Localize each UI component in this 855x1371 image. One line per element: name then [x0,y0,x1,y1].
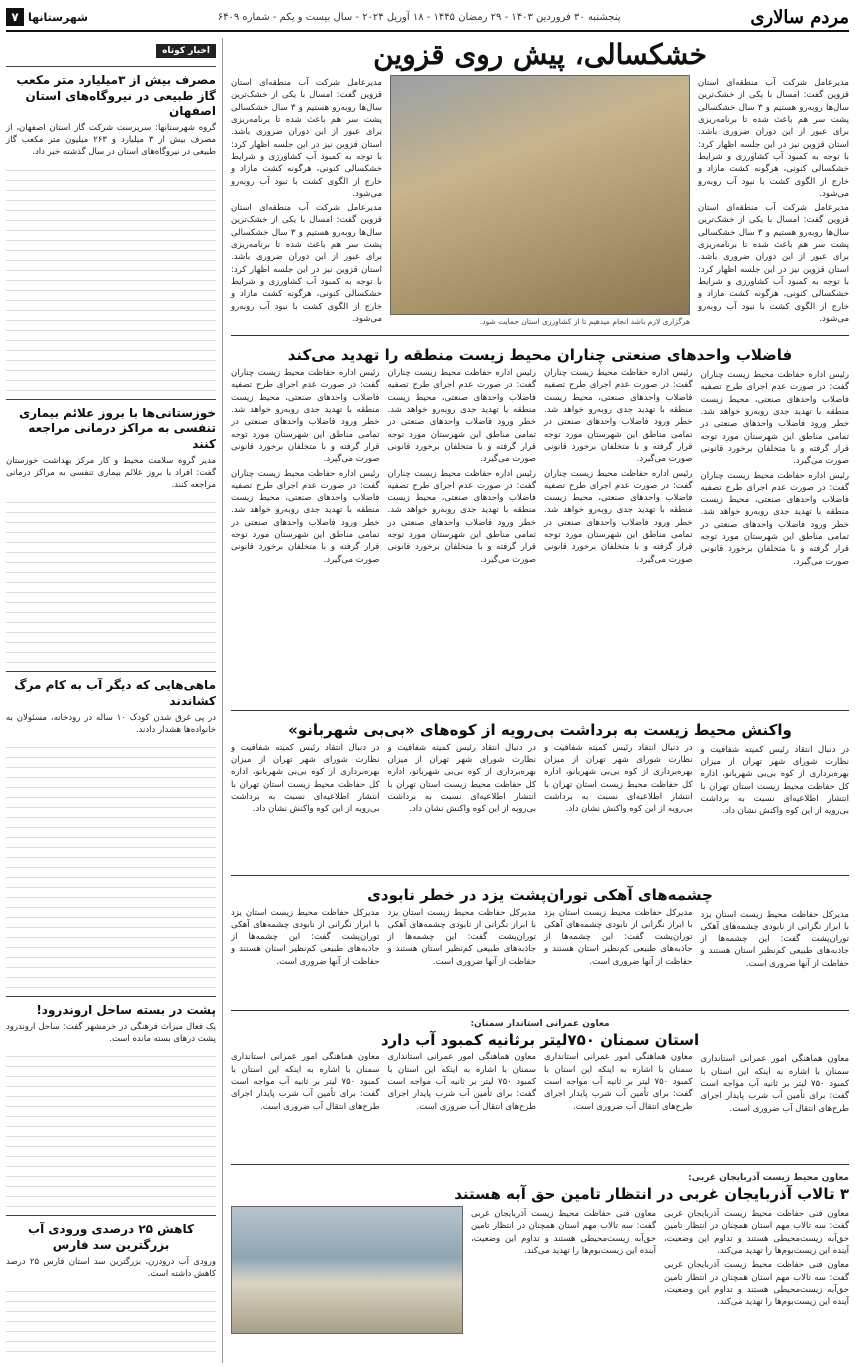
lead-story [231,38,849,327]
yazd-springs-body-2: مدیرکل حفاظت محیط زیست استان یزد با ابراز نگرانی از نابودی چشمه‌های آهکی توران‌پشت گفت: این چشمه‌ها از جاذبه‌های طبیعی کم‌نظیر استان هستند و حفاظت از آنها ضروری است. [544,907,693,967]
divider [231,875,849,876]
story-azarbaijan-wetlands [231,1173,849,1336]
yazd-springs-body-3: مدیرکل حفاظت محیط زیست استان یزد با ابراز نگرانی از نابودی چشمه‌های آهکی توران‌پشت گفت: این چشمه‌ها از جاذبه‌های طبیعی کم‌نظیر استان هستند و حفاظت از آنها ضروری است. [387,907,536,967]
page-columns [6,38,849,1363]
divider [231,1010,849,1011]
sidebar-story-title: مصرف بیش از ۳میلیارد متر مکعب گاز طبیعی در نیروگاه‌های استان اصفهان [16,73,216,119]
story-bibi-shahrbanu [231,719,849,867]
semnan-body: معاون هماهنگی امور عمرانی استانداری سمنان با اشاره به اینکه این استان با کمبود ۷۵۰ لیتر بر ثانیه آب مواجه است گفت: برای تأمین آب شرب پایدار اجرای طرح‌های انتقال آب ضروری است. [700,1054,849,1114]
divider [231,335,849,336]
wetlands-headline: ۳ تالاب آذربایجان غربی در انتظار تامین حق آبه هستند [454,1185,849,1204]
story-chenaran [231,344,849,702]
lead-photo-caption: هرگزاری لازم باشد انجام میدهیم تا از کشاورزی استان حمایت شود. [479,317,690,326]
sidebar-story [6,1215,216,1352]
section-name: شهرستانها [28,10,88,24]
chenaran-body-4: رئیس اداره حفاظت محیط زیست چناران گفت: در صورت عدم اجرای طرح تصفیه فاضلاب واحدهای صنعتی، محیط زیست منطقه با تهدید جدی روبه‌رو خواهد شد. خطر ورود فاضلاب واحدهای صنعتی در تمامی مناطق این شهرستان مورد توجه قرار گرفته و با متخلفان برخورد قانونی صورت می‌گیرد. [544,468,693,565]
sidebar-story [6,399,216,664]
sidebar-story-lead: مدیر گروه سلامت محیط و کار مرکز بهداشت خوزستان گفت: افراد با بروز علائم بیماری تنفسی به مراکز درمانی مراجعه کنند. [6,455,216,491]
yazd-springs-body: مدیرکل حفاظت محیط زیست استان یزد با ابراز نگرانی از نابودی چشمه‌های آهکی توران‌پشت گفت: این چشمه‌ها از جاذبه‌های طبیعی کم‌نظیر استان هستند و حفاظت از آنها ضروری است. [700,909,849,969]
yazd-springs-body-4: مدیرکل حفاظت محیط زیست استان یزد با ابراز نگرانی از نابودی چشمه‌های آهکی توران‌پشت گفت: این چشمه‌ها از جاذبه‌های طبیعی کم‌نظیر استان هستند و حفاظت از آنها ضروری است. [231,907,380,967]
sidebar [6,38,223,1363]
chenaran-body: رئیس اداره حفاظت محیط زیست چناران گفت: در صورت عدم اجرای طرح تصفیه فاضلاب واحدهای صنعتی، محیط زیست منطقه با تهدید جدی روبه‌رو خواهد شد. خطر ورود فاضلاب واحدهای صنعتی در تمامی مناطق این شهرستان مورد توجه قرار گرفته و با متخلفان برخورد قانونی صورت می‌گیرد. [700,370,849,467]
bibi-shahrbanu-headline: واکنش محیط زیست به برداشت بی‌رویه از کوه‌های «بی‌بی شهربانو» [288,721,792,739]
lead-body: مدیرعامل شرکت آب منطقه‌ای استان قزوین گفت: امسال با یکی از خشک‌ترین سال‌ها روبه‌رو هستیم و ۳ سال خشکسالی پشت سر هم باعث شده تا برنامه‌ریزی برای عبور از این دوران ضروری باشد. استان قزوین نیز در این جلسه اظهار کرد: با توجه به کمبود آب کشاورزی و شرایط خشکسالی کنونی، هرگونه کشت مازاد و خارج از الگوی کشت با نبود آب روبه‌رو می‌شود. [698,78,849,199]
wetlands-body-2: معاون فنی حفاظت محیط زیست آذربایجان غربی گفت: سه تالاب مهم استان همچنان در انتظار تامین حق‌آبه زیست‌محیطی هستند و تداوم این وضعیت، آینده این زیست‌بوم‌ها را تهدید می‌کند. [664,1260,849,1308]
issue-line: پنجشنبه ۳۰ فروردین ۱۴۰۳ - ۲۹ رمضان ۱۴۴۵ - ۱۸ آوریل ۲۰۲۴ - سال بیست و یکم - شماره ۶۴۰۹ [217,11,621,23]
drought-photo [390,75,690,315]
sidebar-story-title: خوزستانی‌ها با بروز علائم بیماری تنفسی به مراکز درمانی مراجعه کنند [19,405,216,451]
lead-body-left: مدیرعامل شرکت آب منطقه‌ای استان قزوین گفت: امسال با یکی از خشک‌ترین سال‌ها روبه‌رو هستیم و ۳ سال خشکسالی پشت سر هم باعث شده تا برنامه‌ریزی برای عبور از این دوران ضروری باشد. استان قزوین نیز در این جلسه اظهار کرد: با توجه به کمبود آب کشاورزی و شرایط خشکسالی کنونی، هرگونه کشت مازاد و خارج از الگوی کشت با نبود آب روبه‌رو می‌شود. [231,78,382,199]
wetland-photo [231,1206,463,1334]
chenaran-body-8: رئیس اداره حفاظت محیط زیست چناران گفت: در صورت عدم اجرای طرح تصفیه فاضلاب واحدهای صنعتی، محیط زیست منطقه با تهدید جدی روبه‌رو خواهد شد. خطر ورود فاضلاب واحدهای صنعتی در تمامی مناطق این شهرستان مورد توجه قرار گرفته و با متخلفان برخورد قانونی صورت می‌گیرد. [231,468,380,565]
semnan-body-3: معاون هماهنگی امور عمرانی استانداری سمنان با اشاره به اینکه این استان با کمبود ۷۵۰ لیتر بر ثانیه آب مواجه است گفت: برای تأمین آب شرب پایدار اجرای طرح‌های انتقال آب ضروری است. [387,1052,537,1112]
wetlands-body: معاون فنی حفاظت محیط زیست آذربایجان غربی گفت: سه تالاب مهم استان همچنان در انتظار تامین حق‌آبه زیست‌محیطی هستند و تداوم این وضعیت، آینده این زیست‌بوم‌ها را تهدید می‌کند. [664,1209,849,1256]
sidebar-story-title: کاهش ۲۵ درصدی ورودی آب بزرگترین سد فارس [28,1222,194,1253]
semnan-body-4: معاون هماهنگی امور عمرانی استانداری سمنان با اشاره به اینکه این استان با کمبود ۷۵۰ لیتر بر ثانیه آب مواجه است گفت: برای تأمین آب شرب پایدار اجرای طرح‌های انتقال آب ضروری است. [231,1052,380,1112]
chenaran-body-5: رئیس اداره حفاظت محیط زیست چناران گفت: در صورت عدم اجرای طرح تصفیه فاضلاب واحدهای صنعتی، محیط زیست منطقه با تهدید جدی روبه‌رو خواهد شد. خطر ورود فاضلاب واحدهای صنعتی در تمامی مناطق این شهرستان مورد توجه قرار گرفته و با متخلفان برخورد قانونی صورت می‌گیرد. [387,368,536,465]
sidebar-story-lead: گروه شهرستانها: سرپرست شرکت گاز استان اصفهان، از مصرف بیش از ۳ میلیارد و ۲۶۳ میلیون متر مکعب گاز طبیعی در نیروگاه‌های استان در سال گذشته خبر داد. [6,122,217,158]
chenaran-body-2: رئیس اداره حفاظت محیط زیست چناران گفت: در صورت عدم اجرای طرح تصفیه فاضلاب واحدهای صنعتی، محیط زیست منطقه با تهدید جدی روبه‌رو خواهد شد. خطر ورود فاضلاب واحدهای صنعتی در تمامی مناطق این شهرستان مورد توجه قرار گرفته و با متخلفان برخورد قانونی صورت می‌گیرد. [700,470,849,567]
sidebar-tag: اخبار کوتاه [156,44,216,58]
semnan-kicker: معاون عمرانی استاندار سمنان: [470,1018,610,1029]
bibi-shahrbanu-body-3: در دنبال انتقاد رئیس کمیته شفافیت و نظارت شورای شهر تهران از میزان بهره‌برداری از کوه بی‌بی شهربانو، اداره کل حفاظت محیط زیست استان تهران با انتشار اطلاعیه‌ای نسبت به برداشت بی‌رویه از این کوه واکنش نشان داد. [387,742,536,815]
sidebar-story-text [6,493,216,663]
wetlands-kicker: معاون محیط زیست آذربایجان غربی: [688,1173,849,1184]
chenaran-body-3: رئیس اداره حفاظت محیط زیست چناران گفت: در صورت عدم اجرای طرح تصفیه فاضلاب واحدهای صنعتی، محیط زیست منطقه با تهدید جدی روبه‌رو خواهد شد. خطر ورود فاضلاب واحدهای صنعتی در تمامی مناطق این شهرستان مورد توجه قرار گرفته و با متخلفان برخورد قانونی صورت می‌گیرد. [544,368,693,465]
lead-body-left-2: مدیرعامل شرکت آب منطقه‌ای استان قزوین گفت: امسال با یکی از خشک‌ترین سال‌ها روبه‌رو هستیم و ۳ سال خشکسالی پشت سر هم باعث شده تا برنامه‌ریزی برای عبور از این دوران ضروری باشد. استان قزوین نیز در این جلسه اظهار کرد: با توجه به کمبود آب کشاورزی و شرایط خشکسالی کنونی، هرگونه کشت مازاد و خارج از الگوی کشت با نبود آب روبه‌رو می‌شود. [231,203,382,324]
sidebar-story-title: ماهی‌هایی که دیگر آب به کام مرگ کشاندند [14,678,216,709]
sidebar-story-text [6,161,216,391]
main-area [231,38,849,1363]
story-semnan [231,1019,849,1157]
sidebar-story [6,996,216,1207]
sidebar-story-text [6,1047,216,1207]
sidebar-story-lead: در پی غرق شدن کودک ۱۰ ساله در رودخانه، مسئولان به خانواده‌ها هشدار دادند. [6,712,216,735]
semnan-headline: استان سمنان ۷۵۰لیتر برثانیه کمبود آب دارد [380,1030,700,1049]
masthead [6,4,849,32]
yazd-springs-headline: چشمه‌های آهکی توران‌پشت یزد در خطر نابودی [367,885,713,904]
sidebar-story-lead: یک فعال میراث فرهنگی در خرمشهر گفت: ساحل اروندرود پشت درهای بسته مانده است. [6,1021,216,1045]
sidebar-story [6,66,216,391]
chenaran-body-7: رئیس اداره حفاظت محیط زیست چناران گفت: در صورت عدم اجرای طرح تصفیه فاضلاب واحدهای صنعتی، محیط زیست منطقه با تهدید جدی روبه‌رو خواهد شد. خطر ورود فاضلاب واحدهای صنعتی در تمامی مناطق این شهرستان مورد توجه قرار گرفته و با متخلفان برخورد قانونی صورت می‌گیرد. [231,368,380,465]
bibi-shahrbanu-body-4: در دنبال انتقاد رئیس کمیته شفافیت و نظارت شورای شهر تهران از میزان بهره‌برداری از کوه بی‌بی شهربانو، اداره کل حفاظت محیط زیست استان تهران با انتشار اطلاعیه‌ای نسبت به برداشت بی‌رویه از این کوه واکنش نشان داد. [231,742,380,815]
story-yazd-springs [231,884,849,1002]
chenaran-headline: فاضلاب واحدهای صنعتی چناران محیط زیست منطقه را تهدید می‌کند [287,346,793,365]
sidebar-story-text [6,738,216,988]
page-number: ۷ [6,8,24,26]
wetlands-body-3: معاون فنی حفاظت محیط زیست آذربایجان غربی گفت: سه تالاب مهم استان همچنان در انتظار تامین حق‌آبه زیست‌محیطی هستند و تداوم این وضعیت، آینده این زیست‌بوم‌ها را تهدید می‌کند. [471,1209,656,1256]
lead-body-continued: مدیرعامل شرکت آب منطقه‌ای استان قزوین گفت: امسال با یکی از خشک‌ترین سال‌ها روبه‌رو هستیم و ۳ سال خشکسالی پشت سر هم باعث شده تا برنامه‌ریزی برای عبور از این دوران ضروری باشد. استان قزوین نیز در این جلسه اظهار کرد: با توجه به کمبود آب کشاورزی و شرایط خشکسالی کنونی، هرگونه کشت مازاد و خارج از الگوی کشت با نبود آب روبه‌رو می‌شود. [698,203,849,324]
divider [231,1164,849,1165]
divider [231,710,849,711]
lead-headline: خشکسالی، پیش روی قزوین [373,38,707,71]
semnan-body-2: معاون هماهنگی امور عمرانی استانداری سمنان با اشاره به اینکه این استان با کمبود ۷۵۰ لیتر بر ثانیه آب مواجه است گفت: برای تأمین آب شرب پایدار اجرای طرح‌های انتقال آب ضروری است. [544,1052,693,1112]
sidebar-story [6,671,216,988]
newspaper-logo: مردم سالاری [750,6,849,28]
bibi-shahrbanu-body-2: در دنبال انتقاد رئیس کمیته شفافیت و نظارت شورای شهر تهران از میزان بهره‌برداری از کوه بی‌بی شهربانو، اداره کل حفاظت محیط زیست استان تهران با انتشار اطلاعیه‌ای نسبت به برداشت بی‌رویه از این کوه واکنش نشان داد. [544,742,693,815]
section-header [6,8,88,26]
bibi-shahrbanu-body: در دنبال انتقاد رئیس کمیته شفافیت و نظارت شورای شهر تهران از میزان بهره‌برداری از کوه بی‌بی شهربانو، اداره کل حفاظت محیط زیست استان تهران با انتشار اطلاعیه‌ای نسبت به برداشت بی‌رویه از این کوه واکنش نشان داد. [700,744,849,817]
chenaran-body-6: رئیس اداره حفاظت محیط زیست چناران گفت: در صورت عدم اجرای طرح تصفیه فاضلاب واحدهای صنعتی، محیط زیست منطقه با تهدید جدی روبه‌رو خواهد شد. خطر ورود فاضلاب واحدهای صنعتی در تمامی مناطق این شهرستان مورد توجه قرار گرفته و با متخلفان برخورد قانونی صورت می‌گیرد. [387,468,536,565]
sidebar-story-title: پشت در بسته ساحل اروندرود! [36,1003,216,1018]
sidebar-story-lead: ورودی آب درودزن، بزرگترین سد استان فارس ۲۵ درصد کاهش داشته است. [6,1256,216,1279]
sidebar-story-text [6,1282,216,1352]
